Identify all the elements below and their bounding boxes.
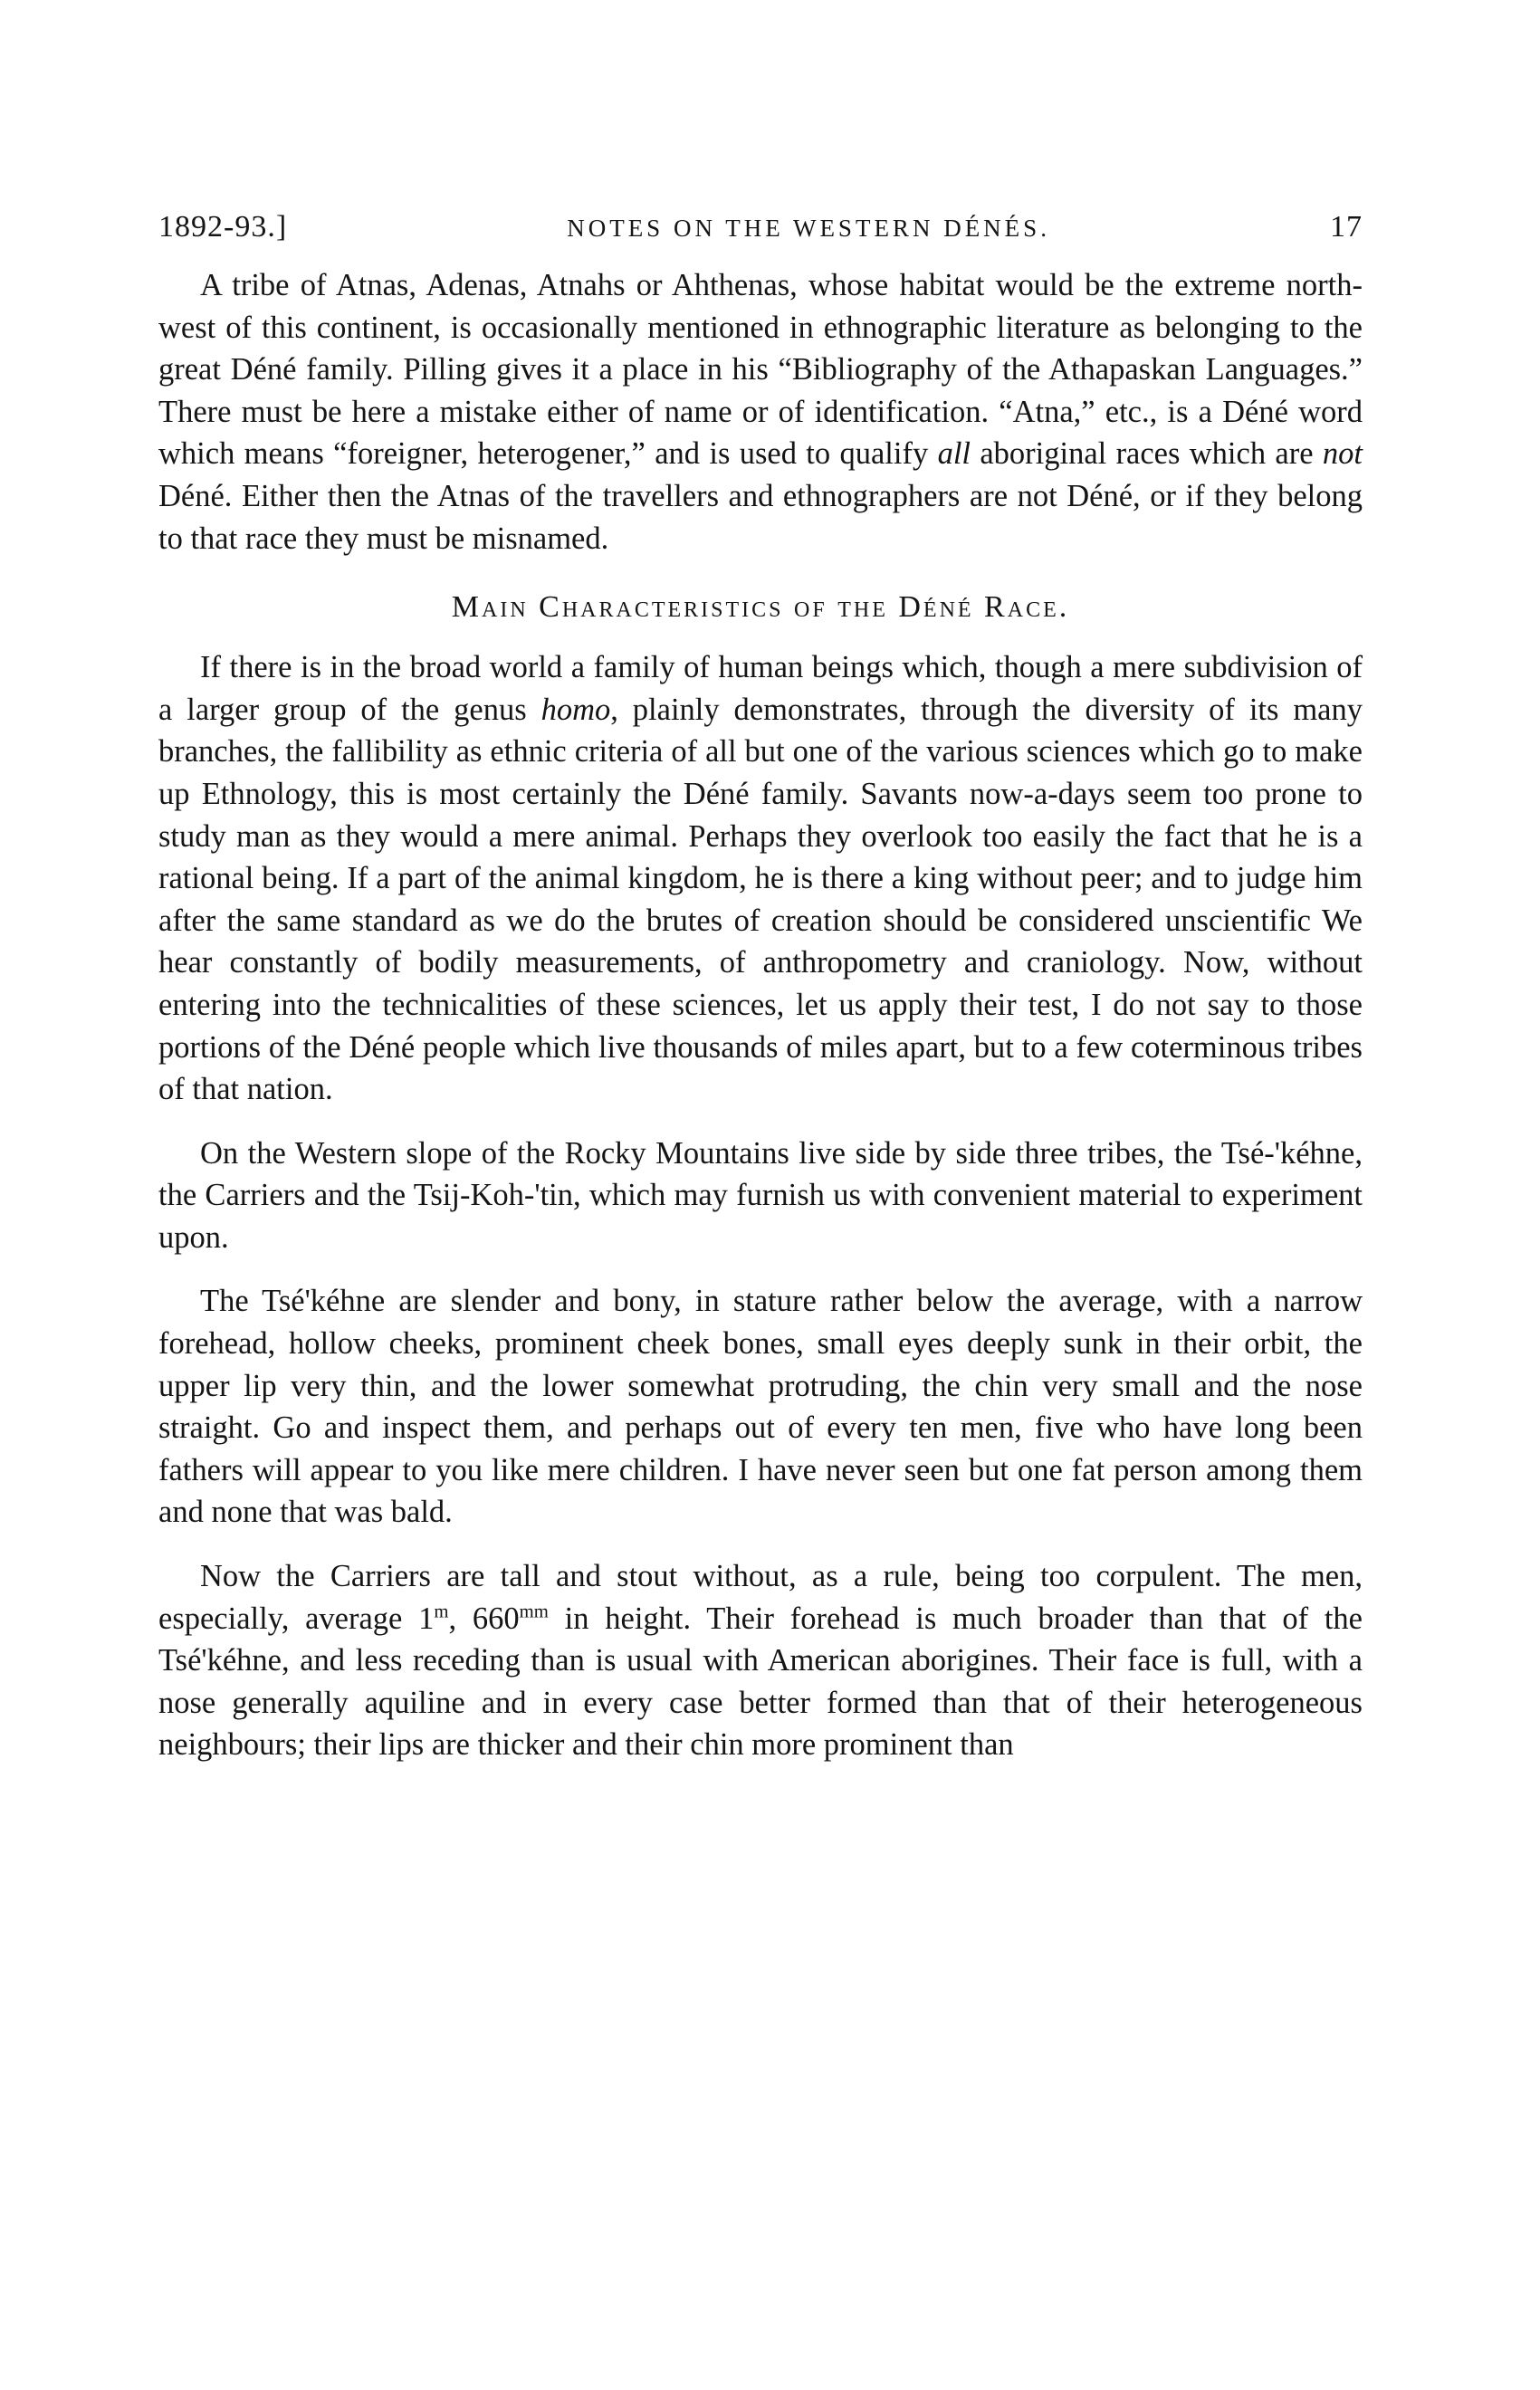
height-value: , 660: [448, 1601, 520, 1636]
paragraph-atnas-end: Déné. Either then the Atnas of the travellers and ethnographers are not Déné, or if they belong to that race they must be misnamed.: [158, 478, 1363, 556]
page-number: 17: [1330, 210, 1363, 244]
paragraph-characteristics-end: , plainly demonstrates, through the diversity of its many branches, the fallibility as ethnic criteria of all but one of the various sciences which go to make up Ethnology, this is most certainly the Déné family. Savants now-a-days seem too prone to study man as they would a mere animal. Perhaps they overlook too easily the fact that he is a rational being. If a part of the animal kingdom, he is there a king without peer; and to judge him after the same standard as we do the brutes of creation should be considered unscientific We hear constantly of bodily measurements, of anthropometry and craniology. Now, without entering into the technicalities of these sciences, let us apply their test, I do not say to those portions of the Déné people which live thousands of miles apart, but to a few coterminous tribes of that nation.: [158, 692, 1363, 1107]
section-heading: Main Characteristics of the Déné Race.: [451, 590, 1070, 625]
unit-millimetre: mm: [519, 1601, 549, 1622]
paragraph-three-tribes: On the Western slope of the Rocky Mountains live side by side three tribes, the Tsé-'kéhne, the Carriers and the Tsij-Koh-'tin, which may furnish us with convenient material to experiment upon.: [158, 1135, 1363, 1255]
paragraph-carriers: [158, 1555, 1363, 1766]
paragraph-atnas: [158, 264, 1363, 559]
paragraph-atnas-mid: aboriginal races which are: [971, 436, 1323, 472]
emphasis-not: not: [1322, 436, 1363, 472]
emphasis-all: all: [937, 436, 971, 472]
paragraph-characteristics-text: If there is in the broad world a family of human beings which, though a mere subdivision of a larger group of the genus: [158, 650, 1363, 727]
page: [158, 210, 1363, 1788]
header-title: NOTES ON THE WESTERN DÉNÉS.: [567, 215, 1050, 242]
unit-metre: m: [434, 1601, 449, 1622]
running-head: [158, 210, 1363, 244]
paragraph-characteristics: [158, 646, 1363, 1111]
paragraph-carriers-end: in height. Their forehead is much broader than that of the Tsé'kéhne, and less receding than is usual with American aborigines. Their face is full, with a nose generally aquiline and in every case better formed than that of their heterogeneous neighbours; their lips are thicker and their chin more prominent than: [158, 1601, 1363, 1763]
paragraph-atnas-text: A tribe of Atnas, Adenas, Atnahs or Ahthenas, whose habitat would be the extreme north-west of this continent, is occasionally mentioned in ethnographic literature as belonging to the great Déné family. Pilling gives it a place in his “Bibliography of the Athapaskan Languages.” There must be here a mistake either of name or of identification. “Atna,” etc., is a Déné word which means “foreigner, heterogener,” and is used to qualify: [158, 268, 1363, 472]
paragraph-carriers-text: Now the Carriers are tall and stout without, as a rule, being too corpulent. The men, especially, average 1: [158, 1559, 1363, 1636]
paragraph-tsekehne: The Tsé'kéhne are slender and bony, in stature rather below the average, with a narrow forehead, hollow cheeks, prominent cheek bones, small eyes deeply sunk in their orbit, the upper lip very thin, and the lower somewhat protruding, the chin very small and the nose straight. Go and inspect them, and perhaps out of every ten men, five who have long been fathers will appear to you like mere children. I have never seen but one fat person among them and none that was bald.: [158, 1284, 1363, 1530]
header-date: 1892-93.]: [158, 210, 288, 244]
emphasis-homo: homo: [540, 692, 611, 727]
